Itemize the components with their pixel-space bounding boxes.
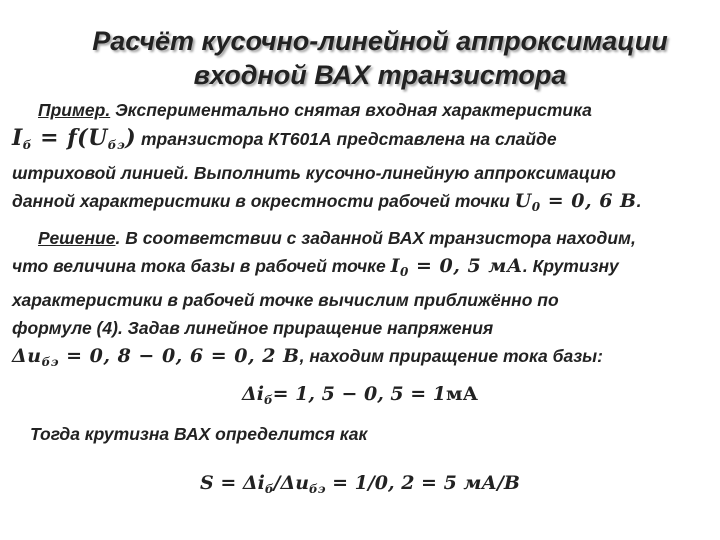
title-line-2: входной ВАХ транзистора bbox=[193, 60, 567, 90]
slope-part-2: /Δu bbox=[273, 472, 310, 494]
slope-sub-2: бэ bbox=[309, 482, 326, 496]
ib-formula-end: ) bbox=[125, 125, 137, 151]
i0-formula bbox=[391, 255, 523, 277]
ib-formula bbox=[12, 125, 136, 151]
i0-value: = 0, 5 мА bbox=[408, 255, 523, 277]
du-formula bbox=[12, 345, 300, 367]
example-line-4-end: . bbox=[636, 191, 642, 211]
u0-value: = 0, 6 В bbox=[540, 190, 637, 212]
solution-line-2-text: что величина тока базы в рабочей точке bbox=[12, 256, 391, 276]
solution-line-2 bbox=[12, 252, 702, 286]
solution-line-2-end: . Крутизну bbox=[522, 256, 619, 276]
slope-sub-1: б bbox=[264, 482, 274, 496]
slide-title bbox=[60, 24, 700, 92]
solution-line-5 bbox=[12, 342, 702, 376]
i0-subscript: 0 bbox=[400, 265, 409, 279]
example-line-2 bbox=[12, 124, 702, 159]
title-line-1: Расчёт кусочно-линейной аппроксимации bbox=[92, 26, 668, 56]
solution-line-1-text: . В соответствии с заданной ВАХ транзистора находим, bbox=[115, 228, 636, 248]
ib-subscript: б bbox=[22, 138, 32, 152]
ube-subscript: бэ bbox=[107, 138, 126, 152]
di-subscript: б bbox=[263, 393, 273, 407]
example-paragraph bbox=[12, 96, 702, 221]
solution-label: Решение bbox=[38, 228, 116, 248]
base-current-increment-formula bbox=[0, 383, 720, 407]
solution-paragraph bbox=[12, 224, 702, 376]
solution-line-1 bbox=[12, 224, 702, 252]
solution-line-4: формуле (4). Задав линейное приращение напряжения bbox=[12, 318, 494, 338]
solution-line-3: характеристики в рабочей точке вычислим приближённо по bbox=[12, 290, 559, 310]
du-symbol: Δu bbox=[12, 345, 42, 367]
then-text: Тогда крутизна ВАХ определится как bbox=[30, 424, 368, 444]
example-line-3: штриховой линией. Выполнить кусочно-линейную аппроксимацию bbox=[12, 163, 616, 183]
example-label: Пример. bbox=[38, 100, 111, 120]
i0-symbol: I bbox=[390, 255, 400, 277]
di-rhs: = 1, 5 − 0, 5 = 1 bbox=[272, 383, 447, 405]
example-line-4-text: данной характеристики в окрестности рабочей точки bbox=[12, 191, 515, 211]
ib-symbol: I bbox=[12, 125, 23, 151]
di-unit: мА bbox=[446, 383, 479, 405]
example-line-1-text: Экспериментально снятая входная характеристика bbox=[110, 100, 592, 120]
slope-part-1: S = Δi bbox=[200, 472, 265, 494]
du-value: = 0, 8 − 0, 6 = 0, 2 В bbox=[58, 345, 300, 367]
u0-formula bbox=[515, 190, 637, 212]
example-line-4 bbox=[12, 187, 702, 221]
u0-symbol: U bbox=[514, 190, 532, 212]
di-symbol: Δi bbox=[241, 383, 264, 405]
slope-formula bbox=[0, 472, 720, 496]
example-line-1 bbox=[12, 96, 702, 124]
du-subscript: бэ bbox=[41, 355, 59, 369]
solution-line-5-end: , находим приращение тока базы: bbox=[299, 346, 603, 366]
example-line-2-text: транзистора КТ601А представлена на слайде bbox=[136, 129, 557, 149]
slope-part-3: = 1/0, 2 = 5 мА/В bbox=[325, 472, 520, 494]
ib-formula-mid: = f(U bbox=[31, 125, 108, 151]
u0-subscript: 0 bbox=[531, 200, 541, 214]
